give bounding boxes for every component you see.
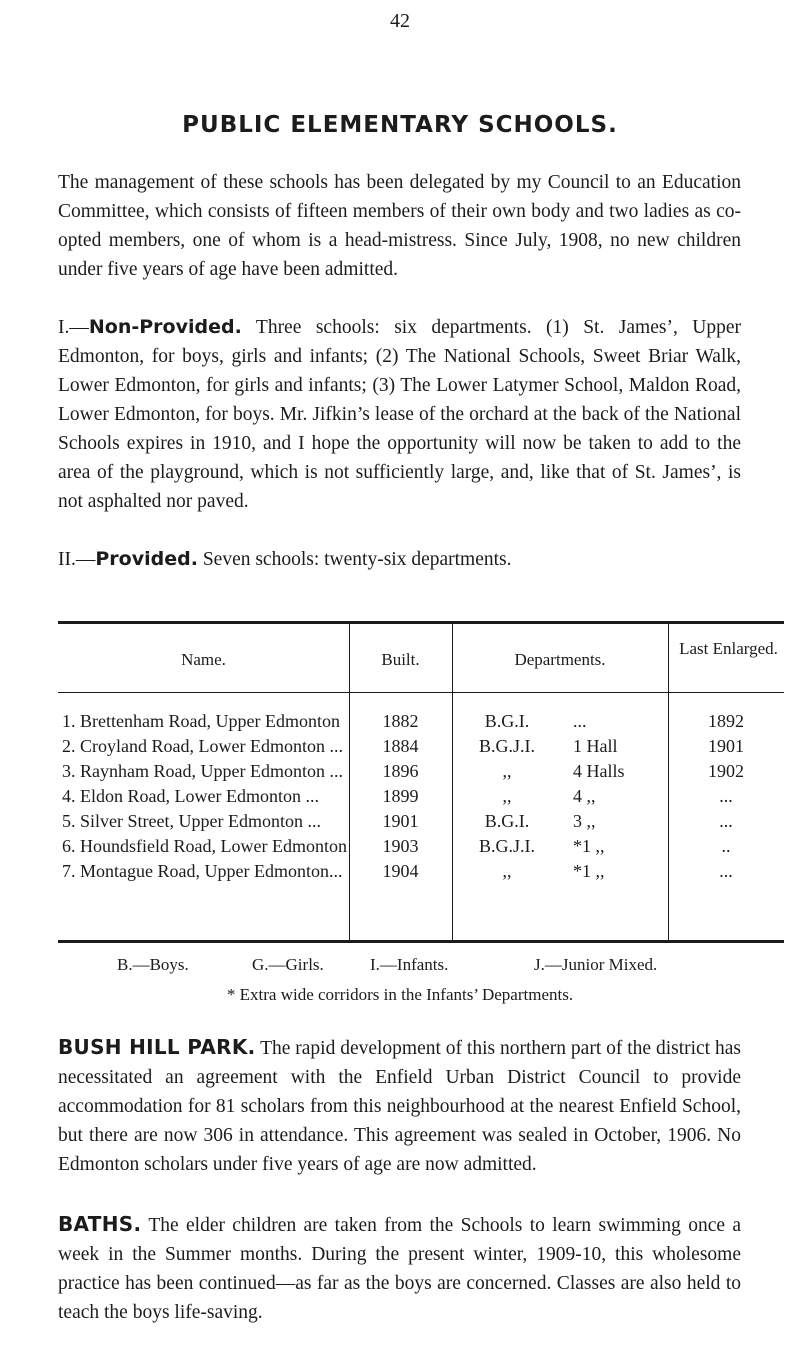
row-departments: ,, (502, 861, 512, 881)
row-departments: B.G.I. (484, 711, 530, 731)
row-name: 6. Houndsfield Road, Lower Edmonton (62, 836, 347, 856)
page-title: PUBLIC ELEMENTARY SCHOOLS. (182, 112, 618, 138)
row-built: 1884 (382, 736, 419, 756)
row-built: 1882 (382, 711, 419, 731)
provided-paragraph (58, 545, 741, 574)
table-divider (668, 621, 669, 943)
non-provided-paragraph (58, 313, 741, 516)
schools-table (58, 621, 784, 943)
bush-hill-heading: BUSH HILL PARK. (58, 1035, 256, 1059)
row-enlarged: 1902 (708, 761, 744, 781)
legend-infants: I.—Infants. (370, 955, 449, 974)
row-name: 7. Montague Road, Upper Edmonton... (62, 861, 343, 881)
row-built: 1901 (382, 811, 419, 831)
intro-text: The management of these schools has been delegated by my Council to an Education Committee, which consists of fifteen members of their own body and two ladies as co-opted members, one of whom is a head-mistress. Since July, 1908, no new children under five years of age have been admitted. (58, 172, 741, 280)
baths-paragraph (58, 1210, 741, 1327)
row-built: 1896 (382, 761, 419, 781)
row-departments: B.G.J.I. (478, 736, 535, 756)
row-departments: ,, (502, 786, 512, 806)
provided-text: Seven schools: twenty-six departments. (202, 549, 512, 570)
row-enlarged: ... (719, 811, 733, 831)
non-provided-heading: Non-Provided. (88, 316, 242, 338)
header-departments: Departments. (514, 650, 606, 669)
intro-paragraph (58, 168, 741, 284)
row-enlarged: 1892 (708, 711, 744, 731)
row-departments: B.G.I. (484, 811, 530, 831)
row-halls: ... (573, 711, 587, 731)
row-departments: ,, (502, 761, 512, 781)
header-built: Built. (381, 650, 420, 669)
row-name: 3. Raynham Road, Upper Edmonton ... (62, 761, 343, 781)
row-name: 5. Silver Street, Upper Edmonton ... (62, 811, 321, 831)
table-footnote: * Extra wide corridors in the Infants’ Departments. (226, 985, 574, 1004)
legend-junior-mixed: J.—Junior Mixed. (534, 955, 658, 974)
row-built: 1899 (382, 786, 419, 806)
non-provided-text: Three schools: six departments. (1) St. James’, Upper Edmonton, for boys, girls and infants; (2) The National Schools, Sweet Briar Walk, Lower Edmonton, for girls and infants; (3) The Lower Latymer School, Maldon Road, Lower Edmonton, for boys. Mr. Jifkin’s lease of the orchard at the back of the National Schools expires in 1910, and I hope the opportunity will now be taken to add to the area of the playground, which is not sufficiently large, and, like that of St. James’, is not asphalted nor paved. (58, 317, 741, 512)
row-departments: B.G.J.I. (478, 836, 535, 856)
table-header-rule (58, 692, 784, 693)
baths-text: The elder children are taken from the Schools to learn swimming once a week in the Summer months. During the present winter, 1909-10, this wholesome practice has been continued—as far as the boys are concerned. Classes are also held to teach the boys life-saving. (58, 1215, 741, 1323)
row-name: 1. Brettenham Road, Upper Edmonton (62, 711, 340, 731)
non-provided-prefix: I.— (58, 317, 89, 338)
legend-boys: B.—Boys. (117, 955, 189, 974)
row-halls: *1 ,, (573, 836, 605, 856)
row-enlarged: .. (721, 836, 731, 856)
legend-girls: G.—Girls. (252, 955, 324, 974)
row-built: 1904 (382, 861, 419, 881)
row-halls: 4 ,, (573, 786, 596, 806)
row-halls: *1 ,, (573, 861, 605, 881)
bush-hill-paragraph (58, 1033, 741, 1179)
page-number: 42 (390, 10, 410, 32)
row-enlarged: ... (719, 786, 733, 806)
row-enlarged: 1901 (708, 736, 744, 756)
row-name: 2. Croyland Road, Lower Edmonton ... (62, 736, 343, 756)
baths-heading: BATHS. (58, 1212, 142, 1236)
bush-hill-text: The rapid development of this northern part of the district has necessitated an agreement with the Enfield Urban District Council to provide accommodation for 81 scholars from this neighbourhood at the nearest Enfield School, but there are now 306 in attendance. This agreement was sealed in October, 1906. No Edmonton scholars under five years of age are now admitted. (58, 1038, 741, 1175)
table-bottom-rule (58, 940, 784, 943)
row-halls: 4 Halls (573, 761, 625, 781)
provided-heading: Provided. (95, 548, 198, 570)
provided-prefix: II.— (58, 549, 96, 570)
header-name: Name. (181, 650, 226, 669)
row-halls: 3 ,, (573, 811, 596, 831)
table-top-rule (58, 621, 784, 624)
row-enlarged: ... (719, 861, 733, 881)
header-last-enlarged: Last Enlarged. (679, 639, 778, 658)
row-name: 4. Eldon Road, Lower Edmonton ... (62, 786, 319, 806)
row-halls: 1 Hall (573, 736, 618, 756)
row-built: 1903 (382, 836, 419, 856)
